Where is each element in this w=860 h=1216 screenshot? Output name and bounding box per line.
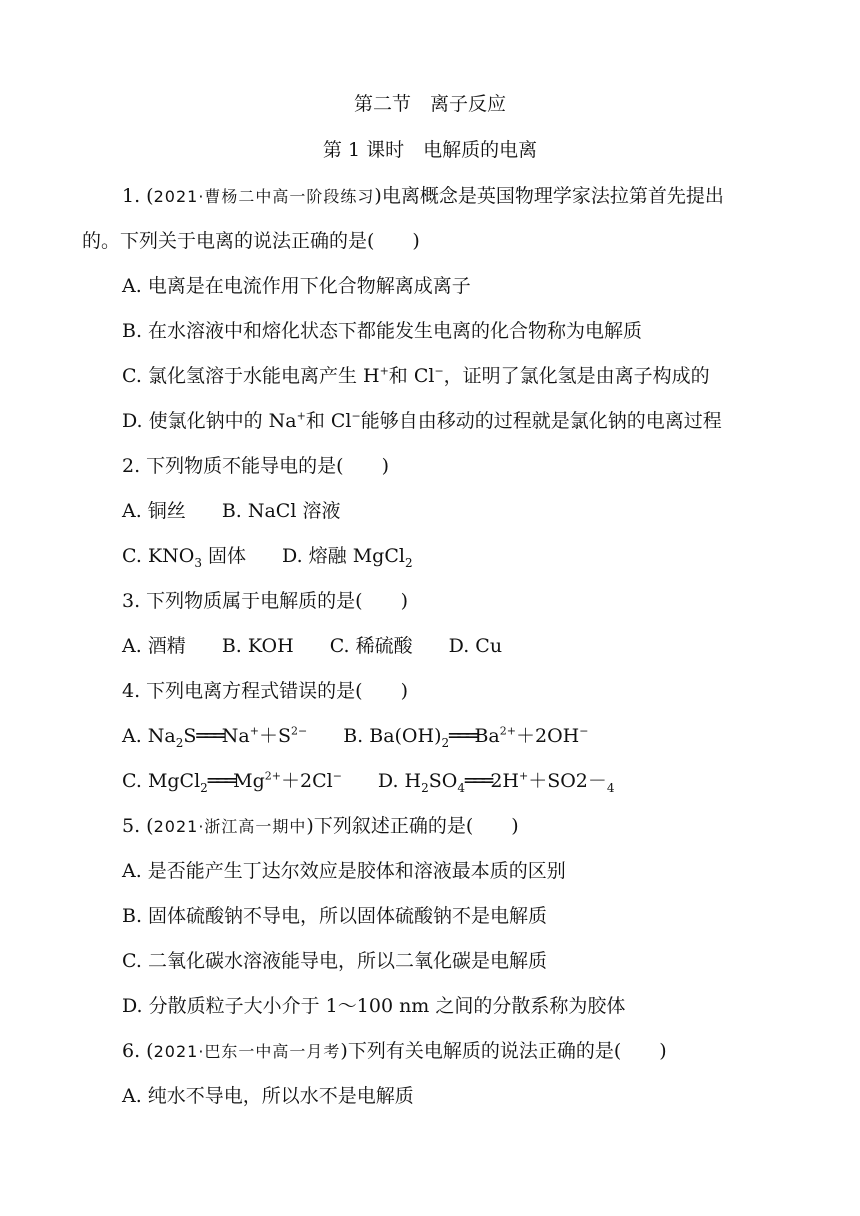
- q3-options: [122, 634, 502, 658]
- q4-options-ab: [122, 724, 588, 748]
- q6-source: 2021·巴东一中高一月考: [153, 1042, 341, 1061]
- q1-option-b: B. 在水溶液中和熔化状态下都能发生电离的化合物称为电解质: [122, 320, 643, 342]
- section-title: 第二节 离子反应: [353, 93, 506, 115]
- q4-option-d: D. $H_2SO_4═══2H^++SO2-_4$: [377, 769, 615, 795]
- q2-option-c: C. $KNO_3$ 固体: [122, 545, 247, 570]
- q1-stem-line2: 的。下列关于电离的说法正确的是( ): [82, 230, 420, 252]
- q3-option-b: B. KOH: [221, 635, 294, 657]
- q4-stem: 4. 下列电离方程式错误的是( ): [122, 680, 408, 702]
- q1-option-c: C. 氯化氢溶于水能电离产生 H+和 Cl−，证明了氯化氢是由离子构成的: [122, 364, 710, 387]
- q5-source: 2021·浙江高一期中: [153, 817, 307, 836]
- q2-option-b: B. NaCl 溶液: [221, 500, 341, 522]
- q5-option-c: C. 二氧化碳水溶液能导电，所以二氧化碳是电解质: [122, 950, 547, 972]
- q5-stem: 5. (2021·浙江高一期中)下列叙述正确的是( ): [122, 815, 519, 837]
- q6-option-a: A. 纯水不导电，所以水不是电解质: [122, 1085, 414, 1107]
- q3-stem: 3. 下列物质属于电解质的是( ): [122, 590, 408, 612]
- q6-stem: 6. (2021·巴东一中高一月考)下列有关电解质的说法正确的是( ): [122, 1040, 667, 1062]
- q3-option-c: C. 稀硫酸: [329, 635, 413, 657]
- q4-option-b: B. $Ba(OH)_2═══Ba^{2+}+2OH^-$: [343, 724, 589, 750]
- q4-option-a: A. $Na_2S═══Na^++S^{2-}$: [122, 724, 308, 750]
- q3-option-a: A. 酒精: [122, 635, 186, 657]
- lesson-subtitle: 第 1 课时 电解质的电离: [322, 139, 538, 161]
- q2-stem: 2. 下列物质不能导电的是( ): [122, 455, 389, 477]
- q3-option-d: D. Cu: [448, 635, 503, 657]
- q1-option-a: A. 电离是在电流作用下化合物解离成离子: [122, 275, 471, 297]
- q2-option-a: A. 铜丝: [122, 500, 186, 522]
- q4-options-cd: [122, 769, 615, 793]
- q1-option-d: D. 使氯化钠中的 Na+和 Cl−能够自由移动的过程就是氯化钠的电离过程: [122, 409, 722, 432]
- q2-options-ab: [122, 499, 340, 523]
- q1-source: 2021·曹杨二中高一阶段练习: [153, 187, 375, 206]
- q2-options-cd: [122, 544, 413, 568]
- q4-option-c: C. $MgCl_2═══Mg^{2+}+2Cl^-$: [122, 769, 342, 795]
- q5-option-b: B. 固体硫酸钠不导电，所以固体硫酸钠不是电解质: [122, 905, 548, 927]
- q5-option-a: A. 是否能产生丁达尔效应是胶体和溶液最本质的区别: [122, 860, 566, 882]
- q2-option-d: D. 熔融 MgCl$_2$: [282, 545, 413, 570]
- q1-stem-line1: 1. (2021·曹杨二中高一阶段练习)电离概念是英国物理学家法拉第首先提出: [122, 185, 724, 207]
- q5-option-d: D. 分散质粒子大小介于 1～100 nm 之间的分散系称为胶体: [122, 995, 626, 1017]
